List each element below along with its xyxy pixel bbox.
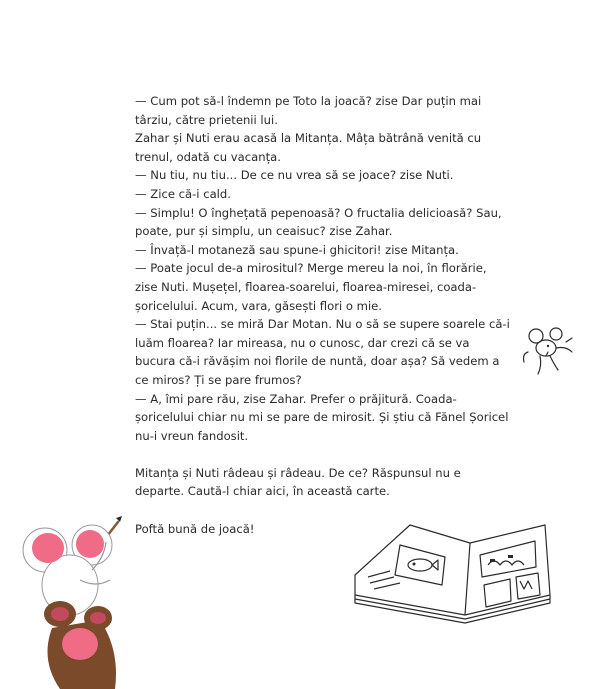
- mouse-icon: [518, 318, 580, 380]
- paragraph: Zahar și Nuti erau acasă la Mitanța. Mâța bătrână venită cu trenul, odată cu vacanța.: [135, 131, 482, 164]
- paragraph: — Poate jocul de-a mirositul? Merge mereu la noi, în florărie, zise Nuti. Mușețel, floarea-soarelui, floarea-miresei, coada-șoricelului. Acum, vara, găsești flori o mie.: [135, 261, 487, 313]
- paragraph: — Nu tiu, nu tiu... De ce nu vrea să se joace? zise Nuti.: [135, 168, 454, 183]
- open-book-icon: [350, 515, 555, 625]
- paragraph: — Zice că-i cald.: [135, 186, 231, 201]
- paragraph: — Stai puțin... se miră Dar Motan. Nu o să se supere soarele că-i luăm floarea? Iar mireasa, nu o cunosc, dar crezi că se va bucura că-i răvășim noi florile de nuntă, doar așa? Să vedem a ce miros? Ți se pare frumos?: [135, 317, 510, 387]
- paragraph: — Învață-l motaneză sau spune-i ghicitori! zise Mitanța.: [135, 242, 459, 257]
- paragraph: — Cum pot să-l îndemn pe Toto la joacă? zise Dar puțin mai târziu, către prietenii lui.: [135, 94, 482, 127]
- mouse-with-brush-icon: [0, 510, 140, 689]
- spacer: [135, 445, 510, 464]
- paragraph: — Simplu! O înghețată pepenoasă? O fructalia delicioasă? Sau, poate, pur și simplu, un ceaisuc? zise Zahar.: [135, 205, 502, 239]
- story-text: [135, 92, 510, 538]
- paragraph: Mitanța și Nuti râdeau și râdeau. De ce? Răspunsul nu e departe. Caută-l chiar aici, în această carte.: [135, 465, 461, 499]
- closing-line: Poftă bună de joacă!: [135, 521, 255, 536]
- paragraph: — A, îmi pare rău, zise Zahar. Prefer o prăjitură. Coada-șoricelului chiar nu mi se pare de mirosit. Și știu că Fănel Șoricel nu-i vreun fandosit.: [135, 391, 509, 443]
